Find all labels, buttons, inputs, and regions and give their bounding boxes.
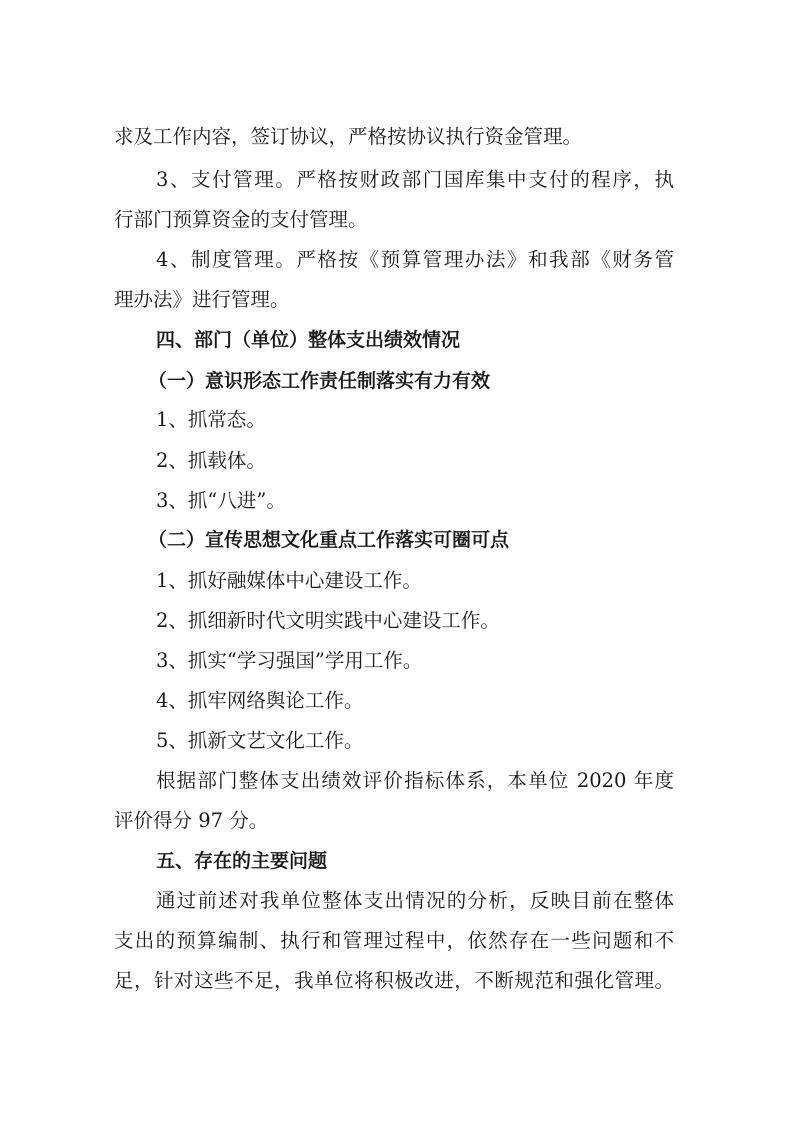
list-item: 5、抓新文艺文化工作。 bbox=[156, 729, 364, 752]
list-item: 2、抓细新时代文明实践中心建设工作。 bbox=[156, 609, 500, 632]
paragraph-line: 足，针对这些不足，我单位将积极改进，不断规范和强化管理。 bbox=[114, 969, 674, 992]
paragraph-line: 理办法》进行管理。 bbox=[114, 288, 290, 311]
list-item: 3、抓实“学习强国”学用工作。 bbox=[156, 649, 423, 672]
list-item: 2、抓载体。 bbox=[156, 449, 266, 472]
paragraph-line: 4、制度管理。严格按《预算管理办法》和我部《财务管 bbox=[156, 248, 674, 271]
section-heading: 四、部门（单位）整体支出绩效情况 bbox=[156, 329, 461, 351]
subsection-heading: （二）宣传思想文化重点工作落实可圈可点 bbox=[148, 529, 510, 551]
paragraph-line: 行部门预算资金的支付管理。 bbox=[114, 208, 368, 231]
paragraph-line: 3、支付管理。严格按财政部门国库集中支付的程序，执 bbox=[156, 168, 674, 191]
paragraph-line: 支出的预算编制、执行和管理过程中，依然存在一些问题和不 bbox=[114, 929, 674, 952]
paragraph-line: 通过前述对我单位整体支出情况的分析，反映目前在整体 bbox=[156, 889, 674, 912]
paragraph-line: 评价得分 97 分。 bbox=[114, 809, 269, 832]
subsection-heading: （一）意识形态工作责任制落实有力有效 bbox=[148, 370, 491, 392]
list-item: 1、抓好融媒体中心建设工作。 bbox=[156, 569, 422, 592]
paragraph-line: 根据部门整体支出绩效评价指标体系，本单位 2020 年度 bbox=[156, 769, 674, 792]
section-heading: 五、存在的主要问题 bbox=[156, 850, 328, 872]
list-item: 1、抓常态。 bbox=[156, 408, 266, 431]
list-item: 3、抓“八进”。 bbox=[156, 489, 286, 512]
list-item: 4、抓牢网络舆论工作。 bbox=[156, 689, 364, 712]
paragraph-line: 求及工作内容，签订协议，严格按协议执行资金管理。 bbox=[114, 125, 583, 148]
